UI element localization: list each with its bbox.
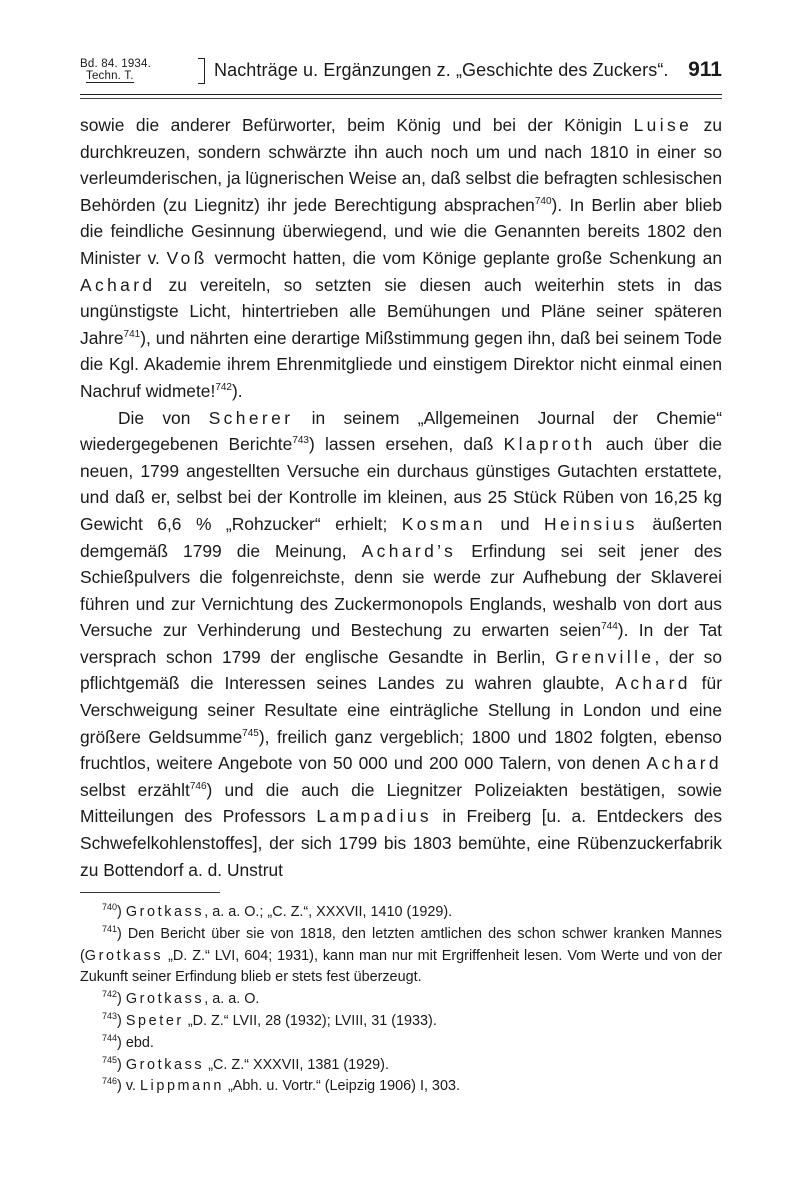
text-run: Erfindung sei seit jener des Schießpulvers die folgenreichste, denn sie werde zur Aufhebung der Sklaverei führen und zur Vernichtung des Zuckermonopols Englands, weshalb von dort aus Versuche zur Verhinderung und Bestechung zu erwarten seien [80, 540, 723, 641]
footnote-text: ) v. [117, 1078, 140, 1095]
author-name: Grotkass [125, 991, 205, 1008]
footnote-number: 744 [102, 1032, 118, 1043]
text-run: auch über die neuen, 1799 angestellten Versuche ein durchaus günstiges Gutachten erstattete, und daß er, selbst bei der Kontrolle im kleinen, aus 25 Stück Rüben von 16,25 kg Gewicht 6,6 % „Rohzucker“ erhielt; [80, 434, 722, 534]
person-name: Achard [80, 274, 156, 295]
author-name: Speter [125, 1012, 184, 1029]
footnote-text: „C. Z.“ XXXVII, 1381 (1929). [204, 1056, 389, 1073]
text-run: zu durchkreuzen, sondern schwärzte ihn auch noch um und nach 1810 in einer so verleumderischen, ja lügnerischen Weise an, daß selbst die befragten schlesischen Behörden (zu Liegnitz) ihr jede Berechtigung absprachen [80, 115, 722, 215]
text-run: , der so pflichtgemäß die Interessen seines Landes zu wahren glaubte, [80, 646, 722, 694]
text-run: zu vereiteln, so setzten sie diesen auch weiterhin stets in das ungünstigste Licht, hintertrieben alle Bemühungen und Pläne seiner späteren Jahre [80, 274, 722, 348]
text-run: sowie die anderer Befürworter, beim König und bei der Königin [80, 115, 634, 135]
person-name: Achard’s [361, 540, 457, 561]
paragraph-1 [80, 112, 722, 405]
text-run: ) und die auch die Liegnitzer Polizeiakten bestätigen, sowie Mitteilungen des Professors [80, 779, 722, 827]
person-name: Achard [646, 753, 722, 774]
author-name: Grotkass [125, 904, 205, 920]
person-name: Klaproth [503, 434, 596, 455]
section-line: Techn. T. [86, 70, 134, 82]
person-name: Scherer [208, 407, 294, 428]
footnote-744 [80, 1033, 722, 1055]
main-text [80, 112, 722, 883]
page-number: 911 [688, 58, 722, 81]
footnote-number: 742 [102, 989, 118, 1000]
footnote-text: ) [117, 1056, 126, 1073]
footnote-number: 740 [102, 902, 118, 912]
footnote-number: 741 [102, 923, 118, 934]
footnote-text: „D. Z.“ LVII, 28 (1932); LVIII, 31 (1933). [183, 1012, 437, 1029]
text-run: ). [232, 380, 243, 401]
footnote-text: „D. Z.“ LVI, 604; 1931), kann man nur mit Ergriffenheit lesen. Vom Werte und von der Zukunft seiner Erfindung blieb er stets fest überzeugt. [80, 947, 722, 986]
person-name: Kosman [401, 513, 486, 534]
text-run: Die von [118, 407, 209, 428]
person-name: Heinsius [544, 513, 638, 534]
footnote-741 [80, 924, 722, 989]
text-run: ) lassen ersehen, daß [309, 434, 504, 455]
text-run: ), und nährten eine derartige Mißstimmung gegen ihn, daß bei seinem Tode die Kgl. Akademie ihrem Ehrenmitgliede und einstigem Direktor nicht einmal einen Nachruf widmete! [80, 327, 722, 401]
footnote-745 [80, 1055, 722, 1077]
footnote-text: ) Den Bericht über sie von 1818, den letzten amtlichen des schon schwer kranken Mannes ( [80, 925, 722, 964]
text-run: in Freiberg [u. a. Entdeckers des Schwefelkohlenstoffes], der sich 1799 bis 1803 bemühte, eine Rübenzuckerfabrik zu Bottendorf a. d. Unstrut [80, 806, 723, 880]
text-run: für Verschweigung seiner Resultate eine einträgliche Stellung in London und eine größere Geldsumme [80, 673, 722, 747]
footnote-ref: 746 [189, 780, 207, 792]
footnote-740 [80, 902, 722, 924]
footnote-number: 746 [102, 1076, 118, 1087]
footnote-text: ) [117, 991, 126, 1008]
bracket-divider [198, 58, 205, 84]
footnote-ref: 740 [534, 195, 552, 207]
author-name: Grotkass [125, 1056, 205, 1073]
running-title: Nachträge u. Ergänzungen z. „Geschichte des Zuckers“. [214, 60, 669, 80]
person-name: Achard [615, 673, 691, 694]
text-run: ), freilich ganz vergeblich; 1800 und 1802 folgten, ebenso fruchtlos, weitere Angebote von 50 000 und 200 000 Talern, von denen [80, 726, 722, 774]
header-rule-thin [80, 98, 722, 99]
footnote-742 [80, 989, 722, 1011]
footnote-text: , a. a. O. [204, 991, 260, 1008]
footnote-text: , a. a. O.; „C. Z.“, XXXVII, 1410 (1929). [204, 904, 453, 920]
person-name: Voß [166, 247, 208, 268]
footnote-text: „Abh. u. Vortr.“ (Leipzig 1906) I, 303. [223, 1078, 460, 1095]
text-run: in seinem „Allgemeinen Journal der Chemie“ wiedergegebenen Berichte [80, 407, 723, 455]
person-name: Grenville [555, 646, 655, 667]
footnote-ref: 743 [292, 435, 309, 447]
footnote-ref: 741 [123, 328, 141, 340]
volume-line: Bd. 84. 1934. [80, 58, 152, 70]
text-run: ). In Berlin aber blieb die feindliche Gesinnung überwiegend, und wie die Genannten bereits 1802 den Minister v. [80, 194, 722, 268]
footnote-text: ) ebd. [117, 1034, 154, 1051]
page-header [80, 58, 722, 92]
person-name: Luise [633, 115, 693, 135]
footnote-ref: 745 [242, 727, 259, 739]
footnote-ref: 742 [215, 381, 232, 393]
text-run: ). In der Tat versprach schon 1799 der englische Gesandte in Berlin, [80, 620, 723, 667]
footnote-separator [80, 892, 220, 893]
text-run: und [486, 513, 544, 534]
text-run: selbst erzählt [80, 779, 190, 800]
volume-reference [80, 58, 190, 82]
footnotes [80, 902, 722, 1098]
footnote-743 [80, 1011, 722, 1033]
footnote-ref: 744 [601, 621, 618, 633]
author-name: Lippmann [139, 1078, 224, 1095]
footnote-746 [80, 1076, 722, 1098]
header-rule [80, 94, 722, 95]
author-name: Grotkass [84, 947, 164, 964]
footnote-text: ) [117, 904, 126, 920]
paragraph-2 [80, 405, 722, 884]
person-name: Lampadius [316, 806, 433, 827]
text-run: äußerten demgemäß 1799 die Meinung, [80, 513, 722, 561]
footnote-text: ) [117, 1012, 126, 1029]
text-run: vermocht hatten, die vom Könige geplante große Schenkung an [207, 247, 722, 268]
footnote-number: 745 [102, 1054, 118, 1065]
footnote-number: 743 [102, 1010, 118, 1021]
